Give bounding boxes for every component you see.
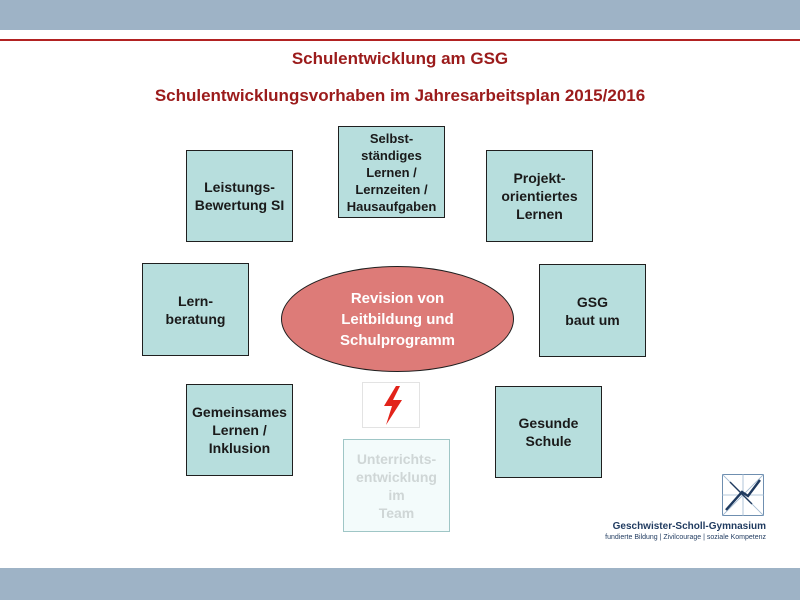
lightning-icon: [362, 382, 420, 428]
center-ellipse: Revision von Leitbildung und Schulprogramm: [281, 266, 514, 372]
box-unterrichtsentwicklung: Unterrichts- entwicklung im Team: [343, 439, 450, 532]
logo-school-name: Geschwister-Scholl-Gymnasium: [612, 521, 766, 532]
box-leistungsbewertung: Leistungs- Bewertung SI: [186, 150, 293, 242]
top-divider-line: [0, 39, 800, 41]
box-selbststaendiges-lernen: Selbst- ständiges Lernen / Lernzeiten / Hausaufgaben: [338, 126, 445, 218]
box-projektorientiertes-lernen: Projekt- orientiertes Lernen: [486, 150, 593, 242]
page-title: Schulentwicklung am GSG: [291, 49, 509, 68]
box-gsg-baut-um: GSG baut um: [539, 264, 646, 357]
page-subtitle: Schulentwicklungsvorhaben im Jahresarbeitsplan 2015/2016: [154, 86, 646, 105]
logo-tagline: fundierte Bildung | Zivilcourage | soziale Kompetenz: [605, 534, 766, 541]
top-bar: [0, 0, 800, 30]
box-gemeinsames-lernen: Gemeinsames Lernen / Inklusion: [186, 384, 293, 476]
box-gesunde-schule: Gesunde Schule: [495, 386, 602, 478]
bottom-bar: [0, 568, 800, 600]
school-logo-icon: [722, 474, 764, 516]
box-lernberatung: Lern- beratung: [142, 263, 249, 356]
